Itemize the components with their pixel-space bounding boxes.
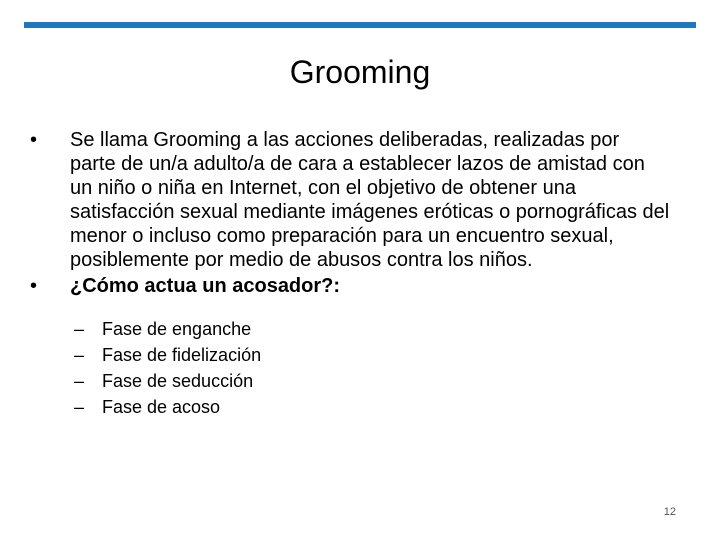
list-item-text: Fase de fidelización (102, 345, 262, 365)
dash-icon: – (74, 371, 85, 391)
dash-icon: – (74, 397, 85, 417)
list-item (30, 316, 670, 342)
bullet-definition (30, 128, 670, 272)
bullet-icon: • (30, 275, 38, 297)
list-item-text: Fase de enganche (102, 319, 252, 339)
slide-title: Grooming (289, 54, 431, 90)
bullet-text: ¿Cómo actua un acosador?: (70, 275, 341, 297)
phase-list (30, 316, 670, 420)
bullet-icon: • (30, 129, 38, 151)
bullet-text: Se llama Grooming a las acciones deliberadas, realizadas por parte de un/a adulto/a de cara a establecer lazos de amistad con un niño o niña en Internet, con el objetivo de obtener una satisfacción sexual mediante imágenes eróticas o pornográficas del menor o incluso como preparación para un encuentro sexual, posiblemente por medio de abusos contra los niños. (70, 129, 670, 271)
list-item (30, 368, 670, 394)
dash-icon: – (74, 345, 85, 365)
list-item-text: Fase de seducción (102, 371, 254, 391)
dash-icon: – (74, 319, 85, 339)
slide-content (30, 128, 670, 420)
list-item (30, 342, 670, 368)
list-item (30, 394, 670, 420)
list-item-text: Fase de acoso (102, 397, 221, 417)
accent-bar (24, 22, 696, 28)
bullet-question (30, 274, 670, 298)
page-number: 12 (663, 506, 676, 518)
